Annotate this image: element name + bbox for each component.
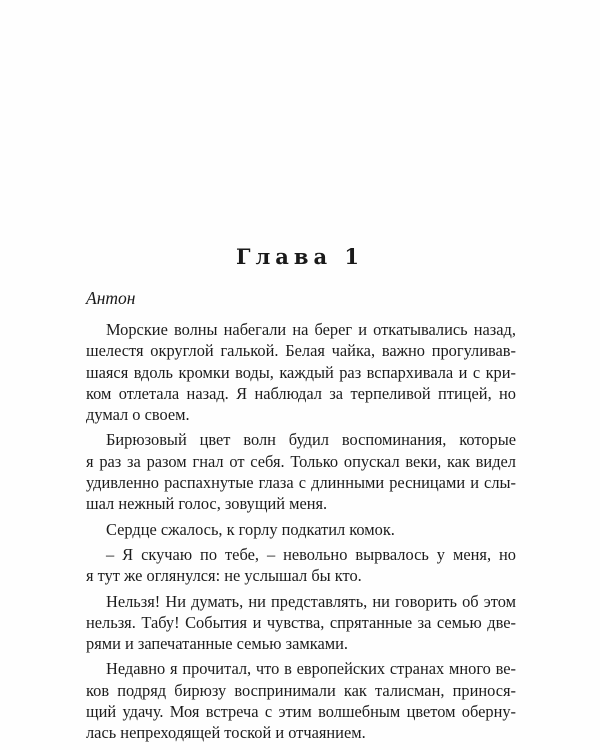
text-line: я тут же оглянулся: не услышал бы кто. [86, 566, 362, 586]
text-line: я раз за разом гнал от себя. Только опускал веки, как видел [86, 451, 516, 471]
text-line: шал нежный голос, зовущий меня. [86, 494, 328, 514]
text-line: ком отлетала назад. Я наблюдал за терпеливой птицей, но [86, 383, 516, 403]
chapter-title: Глава 1 [235, 244, 365, 269]
text-line: щий удачу. Моя встреча с этим волшебным цветом оберну- [86, 702, 516, 722]
paragraph [86, 544, 516, 587]
paragraph [86, 591, 516, 655]
chapter-subtitle: Антон [86, 288, 136, 308]
text-line: ков подряд бирюзу воспринимали как талисман, принося- [86, 680, 516, 700]
text-line: Сердце сжалось, к горлу подкатил комок. [106, 519, 395, 539]
paragraph [86, 319, 516, 425]
paragraph [86, 519, 516, 540]
text-line: Морские волны набегали на берег и откатывались назад, [106, 320, 516, 339]
body-text [86, 319, 516, 748]
text-line: нельзя. Табу! События и чувства, спрятанные за семью две- [86, 612, 516, 632]
text-line: удивленно распахнутые глаза с длинными ресницами и слы- [86, 473, 516, 493]
text-line: шелестя округлой галькой. Белая чайка, важно прогуливав- [86, 341, 516, 361]
text-line: Бирюзовый цвет волн будил воспоминания, которые [106, 430, 516, 450]
paragraph [86, 429, 516, 514]
text-line: – Я скучаю по тебе, – невольно вырвалось у меня, но [106, 544, 516, 564]
paragraph [86, 658, 516, 743]
text-line: Нельзя! Ни думать, ни представлять, ни говорить об этом [106, 591, 516, 611]
text-line: лась непреходящей тоской и отчаянием. [86, 723, 366, 743]
text-line: шаяся вдоль кромки воды, каждый раз вспархивала и с кри- [86, 362, 516, 382]
text-line: Недавно я прочитал, что в европейских странах много ве- [106, 659, 516, 679]
text-line: рями и запечатанные семью замками. [86, 634, 348, 654]
text-line: думал о своем. [86, 405, 190, 425]
